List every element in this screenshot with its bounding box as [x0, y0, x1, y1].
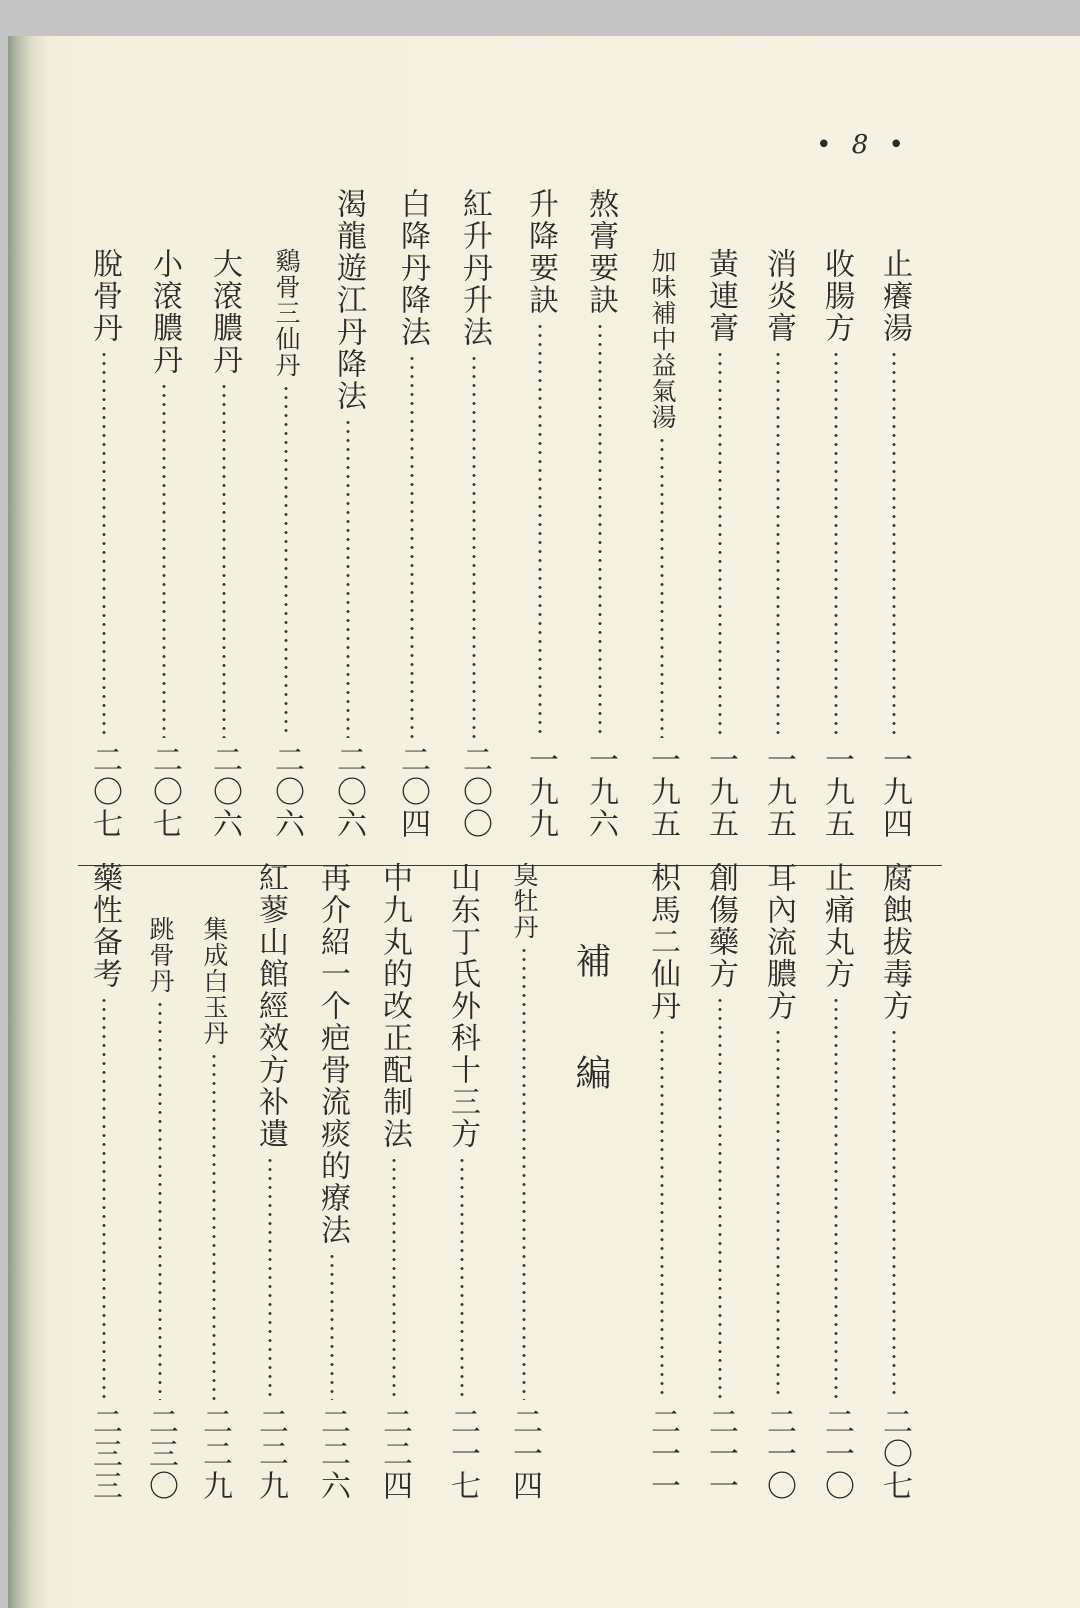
toc-entry [374, 862, 414, 1502]
toc-entry-title: 加味補中益氣湯 [648, 248, 677, 430]
toc-entry-page: 二一一 [703, 1406, 738, 1502]
toc-entry-page: 二二九 [197, 1406, 232, 1502]
toc-entry-title: 山东丁氏外科十三方 [445, 862, 480, 1150]
dot-leader [102, 996, 106, 1400]
toc-entry [580, 188, 620, 840]
dot-leader [776, 1028, 780, 1400]
toc-entry [204, 248, 244, 840]
dot-leader [330, 1252, 334, 1400]
toc-entry-page: 一九四 [877, 744, 912, 840]
toc-entry [816, 248, 856, 840]
dot-leader [892, 350, 896, 738]
dot-leader [834, 350, 838, 738]
toc-entry-title: 再介紹一个疤骨流痰的療法 [315, 862, 350, 1246]
book-page [8, 36, 1080, 1608]
toc-entry-page: 二〇〇 [457, 744, 492, 840]
toc-entry-page: 二〇六 [331, 744, 366, 840]
toc-entry-title: 中九丸的改正配制法 [377, 862, 412, 1150]
toc-entry-page: 二二九 [253, 1406, 288, 1502]
dot-leader [660, 1028, 664, 1400]
toc-entry [504, 862, 544, 1502]
toc-entry [144, 248, 184, 840]
dot-leader [392, 1156, 396, 1400]
toc-entry [312, 862, 352, 1502]
dot-leader [460, 1156, 464, 1400]
dot-leader [834, 996, 838, 1400]
toc-entry-title: 收腸方 [819, 248, 854, 344]
toc-entry-title: 熬膏要訣 [583, 188, 618, 316]
toc-entry-page: 二〇七 [147, 744, 182, 840]
toc-entry [700, 248, 740, 840]
toc-entry [328, 188, 368, 840]
toc-entry [84, 862, 124, 1502]
toc-entry [520, 188, 560, 840]
toc-entry-title: 紅升丹升法 [457, 188, 492, 348]
dot-leader [102, 350, 106, 738]
toc-entry [266, 248, 306, 840]
toc-entry [84, 248, 124, 840]
toc-entry-title: 創傷藥方 [703, 862, 738, 990]
dot-leader [892, 1028, 896, 1400]
toc-entry-title: 升降要訣 [523, 188, 558, 316]
dot-leader [472, 354, 476, 738]
toc-entry-page: 二一四 [507, 1406, 542, 1502]
dot-leader [212, 1052, 216, 1400]
dot-leader [718, 996, 722, 1400]
toc-entry-title: 集成白玉丹 [200, 916, 229, 1046]
toc-entry-title: 枳馬二仙丹 [645, 862, 680, 1022]
toc-entry-title: 消炎膏 [761, 248, 796, 344]
supplement-heading: 補編 [570, 942, 611, 1166]
toc-entry-title: 鷄骨三仙丹 [272, 248, 301, 378]
dot-leader [598, 322, 602, 738]
toc-entry-title: 大滾膿丹 [207, 248, 242, 376]
dot-leader [776, 350, 780, 738]
page-number: • 8 • [816, 130, 910, 160]
toc-entry-title: 腐蝕拔毒方 [877, 862, 912, 1022]
dot-leader [538, 322, 542, 738]
dot-leader [284, 384, 288, 738]
toc-entry-page: 二二四 [377, 1406, 412, 1502]
toc-entry-page: 二三〇 [143, 1406, 178, 1502]
toc-entry-page: 二二六 [315, 1406, 350, 1502]
dot-leader [660, 436, 664, 738]
toc-entry [140, 916, 180, 1502]
toc-entry [758, 248, 798, 840]
toc-entry-title: 小滾膿丹 [147, 248, 182, 376]
dot-leader [162, 382, 166, 738]
toc-entry [642, 862, 682, 1502]
toc-entry-title: 藥性备考 [87, 862, 122, 990]
toc-entry-title: 黃連膏 [703, 248, 738, 344]
toc-entry-page: 二〇七 [87, 744, 122, 840]
toc-entry [758, 862, 798, 1502]
dot-leader [268, 1156, 272, 1400]
toc-entry [194, 916, 234, 1502]
dot-leader [346, 418, 350, 738]
toc-entry-page: 二一七 [445, 1406, 480, 1502]
toc-entry [442, 862, 482, 1502]
dot-leader [222, 382, 226, 738]
toc-entry [642, 248, 682, 840]
toc-entry [874, 248, 914, 840]
toc-entry-page: 一九九 [523, 744, 558, 840]
toc-entry-page: 一九五 [819, 744, 854, 840]
toc-entry-title: 跳骨丹 [146, 916, 175, 994]
toc-entry-title: 止痛丸方 [819, 862, 854, 990]
toc-entry-page: 一九五 [703, 744, 738, 840]
toc-entry [816, 862, 856, 1502]
dot-leader [158, 1000, 162, 1400]
toc-entry-page: 一九六 [583, 744, 618, 840]
toc-entry [250, 862, 290, 1502]
toc-entry-title: 止癢湯 [877, 248, 912, 344]
toc-entry-page: 二三三 [87, 1406, 122, 1502]
toc-entry-title: 脫骨丹 [87, 248, 122, 344]
dot-leader [522, 946, 526, 1400]
toc-entry-title: 白降丹降法 [395, 188, 430, 348]
dot-leader [410, 354, 414, 738]
toc-entry-page: 二〇四 [395, 744, 430, 840]
toc-entry-page: 二〇六 [207, 744, 242, 840]
toc-entry-page: 一九五 [761, 744, 796, 840]
toc-entry-title: 紅蓼山館經效方补遺 [253, 862, 288, 1150]
toc-entry [874, 862, 914, 1502]
dot-leader [718, 350, 722, 738]
toc-entry [392, 188, 432, 840]
toc-entry-title: 臭牡丹 [510, 862, 539, 940]
toc-entry-page: 二一〇 [761, 1406, 796, 1502]
toc-entry-title: 耳內流膿方 [761, 862, 796, 1022]
toc-entry-page: 二一〇 [819, 1406, 854, 1502]
toc-entry-page: 二一一 [645, 1406, 680, 1502]
toc-entry [454, 188, 494, 840]
toc-entry-page: 二〇七 [877, 1406, 912, 1502]
toc-entry-page: 二〇六 [269, 744, 304, 840]
toc-entry [700, 862, 740, 1502]
toc-entry-page: 一九五 [645, 744, 680, 840]
toc-entry-title: 渴龍遊江丹降法 [331, 188, 366, 412]
